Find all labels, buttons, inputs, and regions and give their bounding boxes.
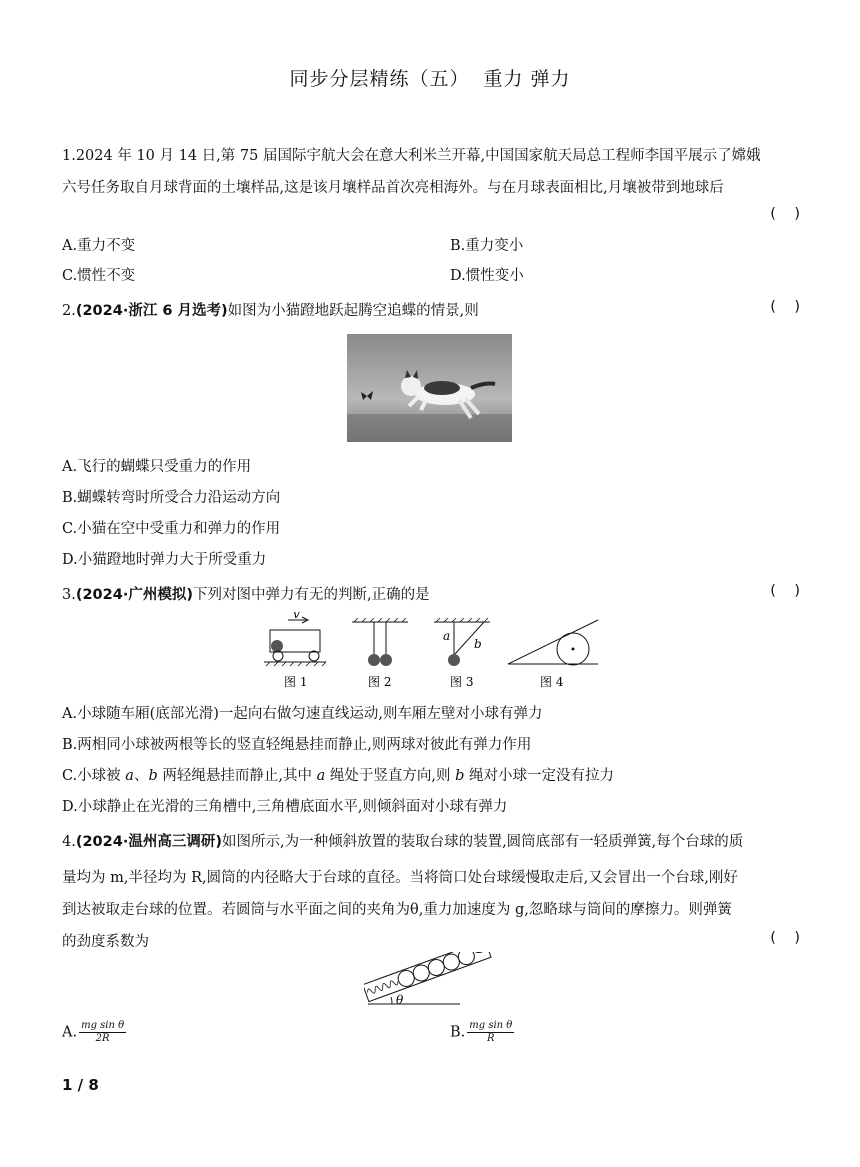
- q4-line3: 到达被取走台球的位置。若圆筒与水平面之间的夹角为θ,重力加速度为 g,忽略球与筒间的摩擦力。则弹簧: [62, 902, 732, 918]
- cat-butterfly-photo: [347, 334, 512, 442]
- q3-stem: [62, 583, 430, 604]
- velocity-label: v: [293, 612, 300, 621]
- q4-line1: [62, 830, 743, 851]
- figure-3-two-strings: [434, 618, 490, 689]
- figure-1-label: 图 1: [284, 675, 308, 689]
- q3-option-a: A.小球随车厢(底部光滑)一起向右做匀速直线运动,则车厢左壁对小球有弹力: [62, 706, 543, 722]
- q4-option-a: A. $\frac{\text{mg sin θ}}{2R}$: [62, 1020, 125, 1044]
- q4-option-b: B. $\frac{\text{mg sin θ}}{R}$: [450, 1020, 513, 1044]
- q3-option-c: C.小球被 a、b 两轻绳悬挂而静止,其中 a 绳处于竖直方向,则 b 绳对小球一定没有拉力: [62, 768, 614, 784]
- string-a-label: a: [443, 629, 451, 643]
- figure-4-triangle-groove: [508, 620, 598, 689]
- q1-line2: 六号任务取自月球背面的土壤样品,这是该月壤样品首次亮相海外。与在月球表面相比,月壤被带到地球后: [62, 180, 724, 196]
- q4-stem-text: 如图所示,为一种倾斜放置的装取台球的装置,圆筒底部有一轻质弹簧,每个台球的质: [221, 834, 744, 850]
- figure-4-label: 图 4: [540, 675, 564, 689]
- q2-source: (2024·浙江 6 月选考): [75, 303, 228, 319]
- q1-option-c: C.惯性不变: [62, 268, 136, 284]
- q3-source: (2024·广州模拟): [75, 587, 193, 603]
- q2-option-d: D.小猫蹬地时弹力大于所受重力: [62, 552, 267, 568]
- title-series: 同步分层精练（五）: [289, 68, 470, 90]
- q2-stem-text: 如图为小猫蹬地跃起腾空追蝶的情景,则: [227, 303, 479, 319]
- q4-line2: 量均为 m,半径均为 R,圆筒的内径略大于台球的直径。当将筒口处台球缓慢取走后,又会冒出一个台球,刚好: [62, 870, 738, 886]
- q4-answer-paren: ( ): [770, 930, 800, 946]
- q1-option-a: A.重力不变: [62, 238, 136, 254]
- string-b-label: b: [474, 637, 482, 651]
- q3-number: 3.: [62, 587, 76, 603]
- q4-line4: 的劲度系数为: [62, 934, 149, 950]
- q3-answer-paren: ( ): [770, 583, 800, 599]
- q4-ball-tube-figure: [364, 952, 494, 1010]
- tilted-tube: [364, 952, 492, 1002]
- q4-option-b-fraction: $\frac{\text{mg sin θ}}{R}$: [469, 1020, 513, 1044]
- q2-option-a: A.飞行的蝴蝶只受重力的作用: [62, 459, 252, 475]
- figure-2-two-balls: [352, 618, 408, 689]
- q3-stem-text: 下列对图中弹力有无的判断,正确的是: [192, 587, 430, 603]
- q2-answer-paren: ( ): [770, 299, 800, 315]
- q1-option-d: D.惯性变小: [450, 268, 524, 284]
- figure-2-label: 图 2: [368, 675, 392, 689]
- q2-option-c: C.小猫在空中受重力和弹力的作用: [62, 521, 281, 537]
- figure-3-label: 图 3: [450, 675, 474, 689]
- q1-line1: 1.2024 年 10 月 14 日,第 75 届国际宇航大会在意大利米兰开幕,中国国家航天局总工程师李国平展示了嫦娥: [62, 148, 761, 164]
- q1-option-b: B.重力变小: [450, 238, 524, 254]
- q2-number: 2.: [62, 303, 76, 319]
- title-topic: 重力 弹力: [483, 68, 571, 90]
- q2-option-b: B.蝴蝶转弯时所受合力沿运动方向: [62, 490, 281, 506]
- q2-stem: [62, 299, 479, 320]
- q4-option-a-fraction: $\frac{\text{mg sin θ}}{2R}$: [81, 1020, 125, 1044]
- q3-option-d: D.小球静止在光滑的三角槽中,三角槽底面水平,则倾斜面对小球有弹力: [62, 799, 508, 815]
- q4-number: 4.: [62, 834, 76, 850]
- q3-figures: [258, 612, 610, 692]
- theta-label: θ: [396, 993, 404, 1007]
- page-title: [0, 64, 860, 91]
- q3-option-b: B.两相同小球被两根等长的竖直轻绳悬挂而静止,则两球对彼此有弹力作用: [62, 737, 532, 753]
- q4-source: (2024·温州高三调研): [75, 834, 222, 850]
- q1-answer-paren: ( ): [770, 206, 800, 222]
- page-number: 1 / 8: [62, 1076, 99, 1094]
- figure-1-cart: [264, 612, 326, 689]
